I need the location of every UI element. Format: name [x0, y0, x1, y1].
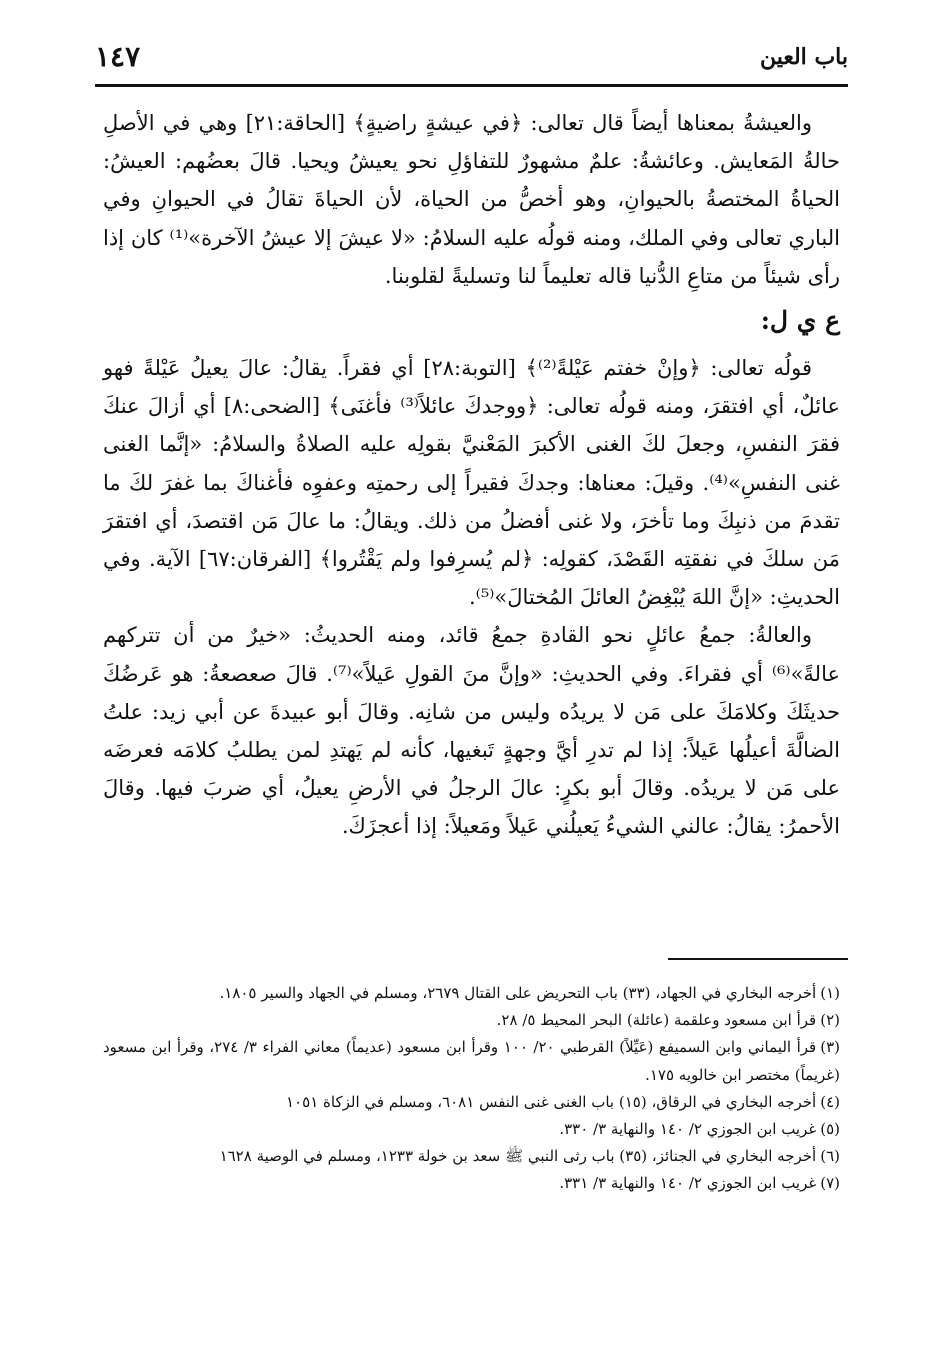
- footnote-number: (٤): [820, 1092, 840, 1111]
- paragraph-aysha: والعيشةُ بمعناها أيضاً قال تعالى: ﴿في عيشةٍ راضيةٍ﴾ [الحاقة:٢١] وهي في الأصلِ حالةُ المَعايش. وعائشةُ: علمٌ مشهورٌ للتفاؤلِ نحو يعيشُ ويحيا. قالَ بعضُهم: العيشُ: الحياةُ المختصةُ بالحيوانِ، وهو أخصُّ من الحياة، لأن الحياةَ تقالُ في الحيوانِ وفي الباري تعالى وفي الملك، ومنه قولُه عليه السلامُ: «لا عيشَ إلا عيشُ الآخرة»⁽¹⁾ كان إذا رأى شيئاً من متاعِ الدُّنيا قاله تعليماً لنا وتسليةً لقلوبنا.: [103, 111, 840, 288]
- footnote-number: (٧): [820, 1174, 840, 1193]
- footnote-text: غريب ابن الجوزي ٢/ ١٤٠ والنهاية ٣/ ٣٣٠.: [559, 1120, 817, 1139]
- header-rule: [95, 84, 848, 87]
- chapter-title: باب العين: [759, 44, 848, 70]
- footnote-text: أخرجه البخاري في الجهاد، (٣٣) باب التحريض على القتال ٢٦٧٩، ومسلم في الجهاد والسير ١٨٠٥.: [219, 984, 817, 1002]
- footnote-text: قرأ اليماني وابن السميفع (عَيِّلاً) القرطبي ٢٠/ ١٠٠ وقرأ ابن مسعود (عديماً) معاني الفراء ٣/ ٢٧٤، وقرأ ابن مسعود (غريماً) مختصر ابن خالويه ١٧٥.: [103, 1038, 840, 1084]
- footnote-text: أخرجه البخاري في الرقاق، (١٥) باب الغنى غنى النفس ٦٠٨١، ومسلم في الزكاة ١٠٥١: [286, 1092, 817, 1111]
- footnote-number: (٦): [820, 1147, 840, 1166]
- footnote: [103, 1034, 840, 1088]
- paragraph-ayla: قولُه تعالى: ﴿وإنْ خفتم عَيْلةً⁽²⁾﴾ [التوبة:٢٨] أي فقراً. يقالُ: عالَ يعيلُ عَيْلةً فهو عائلٌ، أي افتقرَ، ومنه قولُه تعالى: ﴿ووجدكَ عائلاً⁽³⁾ فأغنَى﴾ [الضحى:٨] أي أزالَ عنكَ فقرَ النفسِ، وجعلَ لكَ الغنى الأكبرَ المَعْنيَّ بقولِه عليه الصلاةُ والسلامُ: «إنَّما الغنى غنى النفسِ»⁽⁴⁾. وقيلَ: معناها: وجدكَ فقيراً إلى رحمتِه وعفوِه فأغناكَ بما غفرَ لكَ ما تقدمَ من ذنبِكَ وما تأخرَ، ولا غنى أفضلُ من ذلك. ويقالُ: ما عالَ مَن اقتصدَ، أي افتقرَ مَن سلكَ في نفقتِه القَصْدَ، كقولِه: ﴿لم يُسرِفوا ولم يَقْتُروا﴾ [الفرقان:٦٧] الآية. وفي الحديثِ: «إنَّ اللهَ يُبْغِضُ العائلَ المُختالَ»⁽⁵⁾.: [103, 356, 841, 610]
- page-number: ١٤٧: [95, 40, 141, 73]
- footnote-separator: [668, 958, 848, 960]
- page-header: [95, 38, 848, 80]
- footnote: [103, 980, 840, 1007]
- footnotes: [103, 980, 840, 1198]
- footnote-text: قرأ ابن مسعود وعلقمة (عائلة) البحر المحيط ٥/ ٢٨.: [496, 1011, 817, 1030]
- footnote: [103, 1170, 840, 1197]
- main-text: [103, 104, 840, 846]
- footnote-number: (٣): [820, 1038, 840, 1057]
- footnote-text: غريب ابن الجوزي ٢/ ١٤٠ والنهاية ٣/ ٣٣١.: [559, 1174, 817, 1193]
- paragraph-aala: والعالةُ: جمعُ عائلٍ نحو القادةِ جمعُ قائد، ومنه الحديثُ: «خيرٌ من أن تتركهم عالةً»⁽⁶⁾ أي فقراءَ. وفي الحديثِ: «وإنَّ منَ القولِ عَيلاً»⁽⁷⁾. قالَ صعصعةُ: هو عَرضُكَ حديثَكَ وكلامَكَ على مَن لا يريدُه وليس من شانِه. وقالَ أبو عبيدةَ عن أبي زيد: علتُ الضالَّةَ أعيلُها عَيلاً: إذا لم تدرِ أيَّ وجهةٍ تَبغيها، كأنه لم يَهتدِ لمن يطلبُ كلامَه فعرضَه على مَن لا يريدُه. وقالَ أبو بكرٍ: عالَ الرجلُ في الأرضِ يعيلُ، أي ضربَ فيها. وقالَ الأحمرُ: يقالُ: عالني الشيءُ يَعيلُني عَيلاً ومَعيلاً: إذا أعجزَكَ.: [103, 623, 840, 839]
- footnote-number: (١): [820, 984, 840, 1002]
- footnote-number: (٥): [820, 1120, 840, 1139]
- footnote: [103, 1089, 840, 1116]
- footnote: [103, 1116, 840, 1143]
- footnote: [103, 1007, 840, 1034]
- entry-heading: ع ي ل:: [760, 306, 840, 336]
- footnote-text: أخرجه البخاري في الجنائز، (٣٥) باب رثى النبي ﷺ سعد بن خولة ١٢٣٣، ومسلم في الوصية ١٦٢٨: [219, 1147, 817, 1166]
- footnote-number: (٢): [820, 1011, 840, 1030]
- footnote: [103, 1143, 840, 1170]
